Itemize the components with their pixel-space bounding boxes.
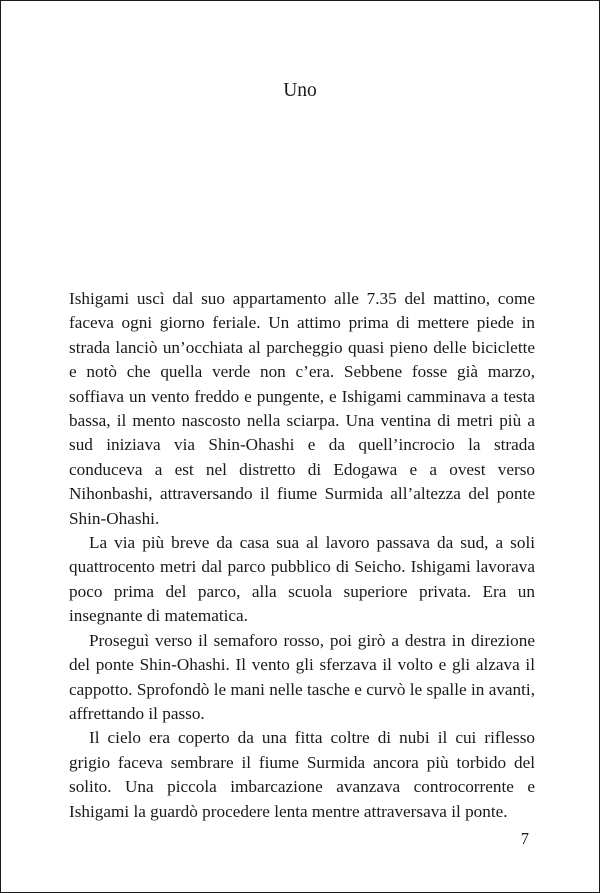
chapter-title: Uno bbox=[283, 80, 317, 101]
paragraph-1: Ishigami uscì dal suo appartamento alle 7.35 del mattino, come faceva ogni giorno feriale. Un attimo prima di mettere piede in strada lanciò un’occhiata al parcheggio quasi pieno delle biciclette e notò che quella verde non c’era. Sebbene fosse già marzo, soffiava un vento freddo e pungente, e Ishigami camminava a testa bassa, il mento nascosto nella sciarpa. Una ventina di metri più a sud iniziava via Shin-Ohashi e da quell’incrocio la strada conduceva a est nel distretto di Edogawa e a ovest verso Nihonbashi, attraversando il fiume Surmida all’altezza del ponte Shin-Ohashi. bbox=[69, 289, 535, 528]
page-number: 7 bbox=[520, 829, 529, 848]
paragraph-3: Proseguì verso il semaforo rosso, poi girò a destra in direzione del ponte Shin-Ohashi. Il vento gli sferzava il volto e gli alzava il cappotto. Sprofondò le mani nelle tasche e curvò le spalle in avanti, affrettando il passo. bbox=[69, 630, 535, 723]
chapter-body bbox=[69, 287, 535, 824]
paragraph-4: Il cielo era coperto da una fitta coltre di nubi il cui riflesso grigio faceva sembrare il fiume Surmida ancora più torbido del solito. Una piccola imbarcazione avanzava controcorrente e Ishigami la guardò procedere lenta mentre attraversava il ponte. bbox=[69, 728, 535, 821]
paragraph-2: La via più breve da casa sua al lavoro passava da sud, a soli quattrocento metri dal parco pubblico di Seicho. Ishigami lavorava poco prima del parco, alla scuola superiore privata. Era un insegnante di matematica. bbox=[69, 533, 535, 626]
